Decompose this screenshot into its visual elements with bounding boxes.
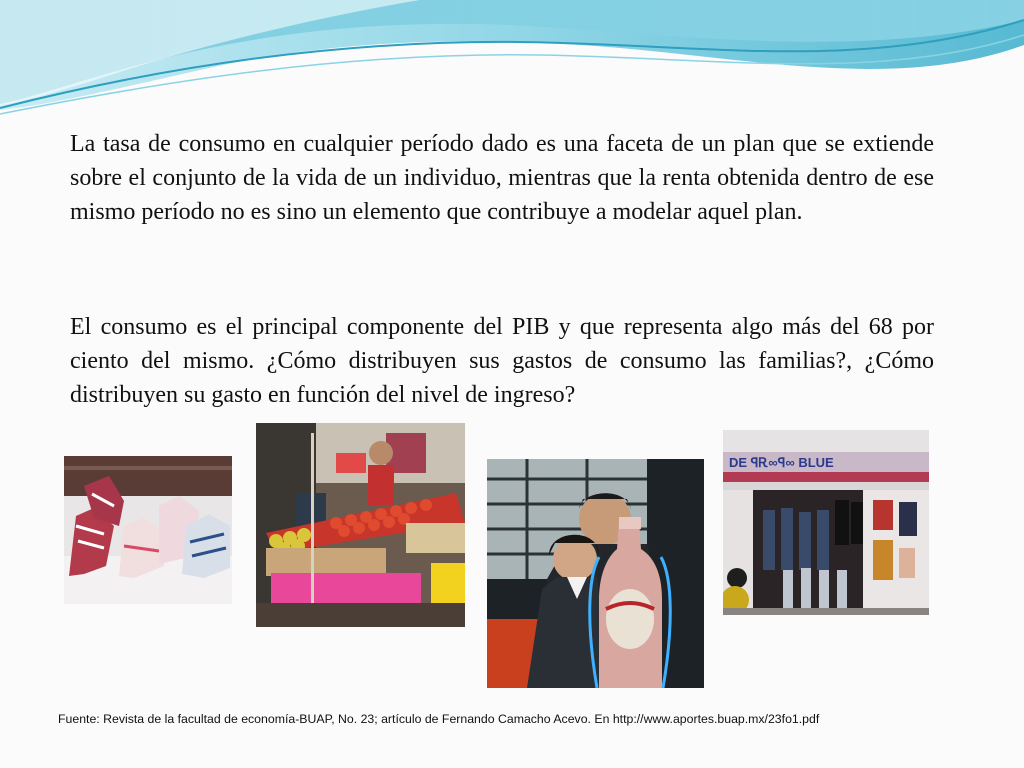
header-wave-decoration <box>0 0 1024 120</box>
paragraph-pib-consumption: El consumo es el principal componente del PIB y que representa algo más del 68 por ciento del mismo. ¿Cómo distribuyen sus gastos de consumo las familias?, ¿Cómo distribuyen su gasto en función del nivel de ingreso? <box>70 314 934 408</box>
svg-text:DE ꟼᎡ∞ꟼ∞ BLUE: DE ꟼᎡ∞ꟼ∞ BLUE <box>729 455 834 470</box>
photo-sneakers <box>64 456 232 604</box>
photo-clothing-store <box>723 430 929 615</box>
photo-market-stall <box>256 423 465 627</box>
source-citation: Fuente: Revista de la facultad de economía-BUAP, No. 23; artículo de Fernando Camacho Acevo. En http://www.aportes.buap.mx/23fo1.pdf <box>58 712 820 726</box>
photo-couple-with-bottle <box>487 459 704 688</box>
paragraph-consumption-plan: La tasa de consumo en cualquier período dado es una faceta de un plan que se extiende sobre el conjunto de la vida de un individuo, mientras que la renta obtenida dentro de ese mismo período no es sino un elemento que contribuye a modelar aquel plan. <box>70 131 934 225</box>
